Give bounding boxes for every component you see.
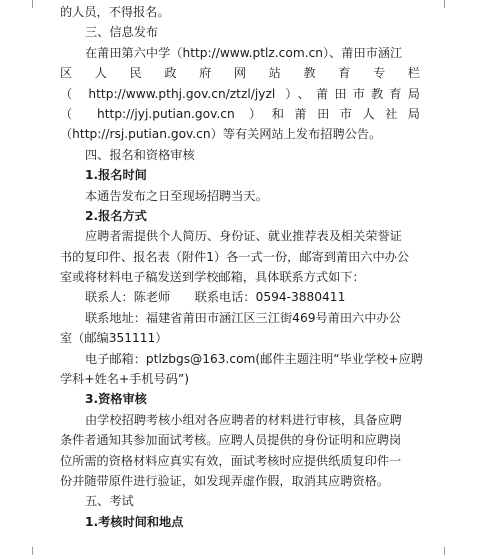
paragraph-line: 应聘者需提供个人简历、身份证、就业推荐表及相关荣誉证 [85,229,402,244]
paragraph-line: 学科+姓名+手机号码”) [60,372,189,387]
paragraph-line: 位所需的资格材料应真实有效，面试考核时应提供纸质复印件一 [60,453,402,468]
crop-mark-top-left [22,0,33,8]
paragraph-line: 区 人 民 政 府 网 站 教 育 专 栏 [60,66,420,81]
paragraph-line: 本通告发布之日至现场招聘当天。 [85,188,268,203]
paragraph-line: （http://rsj.putian.gov.cn）等有关网站上发布招聘公告。 [60,127,382,142]
paragraph-line: 室或将材料电子稿发送到学校邮箱，具体联系方式如下： [60,270,365,285]
section-heading: 四、报名和资格审核 [85,147,195,162]
paragraph-line: 室（邮编351111） [60,331,168,346]
subsection-heading: 3.资格审核 [85,392,147,407]
crop-mark-bottom-left [22,547,33,555]
paragraph-line: （ http://www.pthj.gov.cn/ztzl/jyzl ）、莆田市教育局 [60,86,420,101]
section-heading: 五、考试 [85,494,134,509]
document-body [60,2,423,532]
paragraph-line: （ http://jyj.putian.gov.cn ）和莆田市人社局 [60,106,420,121]
section-heading: 三、信息发布 [85,25,159,40]
contact-email-line: 电子邮箱：ptlzbgs@163.com(邮件主题注明“毕业学校+应聘 [85,351,423,366]
contact-address-line: 联系地址：福建省莆田市涵江区三江街469号莆田六中办公 [85,310,401,325]
crop-mark-bottom-right [444,547,455,555]
paragraph-line: 由学校招聘考核小组对各应聘者的材料进行审核，具备应聘 [85,412,402,427]
paragraph-line: 份并随带原件进行验证，如发现弄虚作假，取消其应聘资格。 [60,473,390,488]
paragraph-line: 的人员，不得报名。 [60,5,170,19]
paragraph-line: 条件者通知其参加面试考核。应聘人员提供的身份证明和应聘岗 [60,433,402,448]
subsection-heading: 2.报名方式 [85,208,147,223]
crop-mark-top-right [444,0,455,8]
contact-person-line: 联系人：陈老师 联系电话：0594-3880411 [85,290,346,305]
paragraph-line: 书的复印件、报名表（附件1）各一式一份，邮寄到莆田六中办公 [60,249,410,264]
subsection-heading: 1.报名时间 [85,168,147,183]
paragraph-line: 在莆田第六中学（http://www.ptlz.com.cn）、莆田市涵江 [85,45,403,60]
subsection-heading: 1.考核时间和地点 [85,514,184,529]
